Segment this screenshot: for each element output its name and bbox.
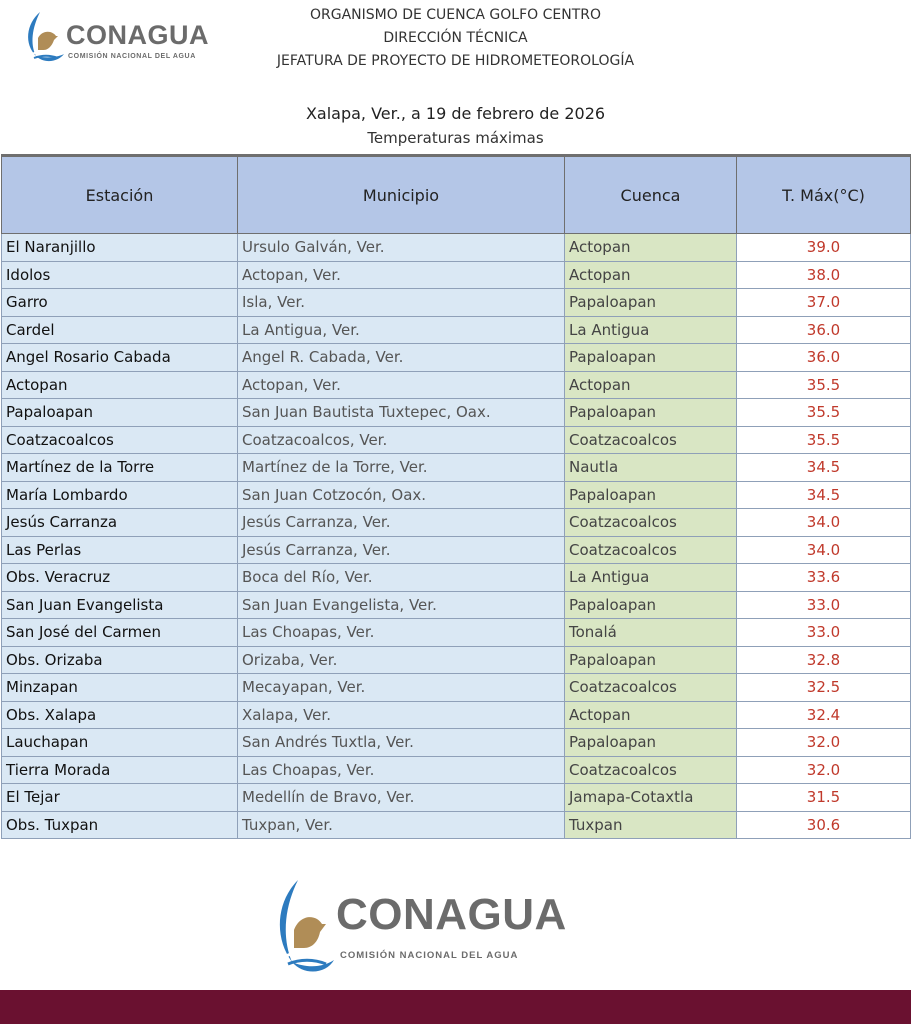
station-cell: Actopan	[2, 371, 238, 399]
municipio-cell: Boca del Río, Ver.	[238, 564, 565, 592]
tmax-cell: 31.5	[737, 784, 911, 812]
tmax-cell: 36.0	[737, 344, 911, 372]
station-cell: Angel Rosario Cabada	[2, 344, 238, 372]
table-row	[2, 564, 911, 592]
table-row	[2, 811, 911, 839]
municipio-cell: La Antigua, Ver.	[238, 316, 565, 344]
cuenca-cell: Actopan	[565, 701, 737, 729]
cuenca-cell: Coatzacoalcos	[565, 756, 737, 784]
municipio-cell: Actopan, Ver.	[238, 371, 565, 399]
station-cell: Coatzacoalcos	[2, 426, 238, 454]
cuenca-cell: Coatzacoalcos	[565, 509, 737, 537]
cuenca-cell: Nautla	[565, 454, 737, 482]
tmax-cell: 32.4	[737, 701, 911, 729]
station-cell: Obs. Xalapa	[2, 701, 238, 729]
municipio-cell: Angel R. Cabada, Ver.	[238, 344, 565, 372]
logo-brand-text: CONAGUA	[336, 890, 567, 939]
municipio-cell: Jesús Carranza, Ver.	[238, 509, 565, 537]
tmax-cell: 33.6	[737, 564, 911, 592]
municipio-cell: Xalapa, Ver.	[238, 701, 565, 729]
cuenca-cell: Coatzacoalcos	[565, 536, 737, 564]
conagua-logo-bottom	[272, 876, 572, 976]
municipio-cell: Orizaba, Ver.	[238, 646, 565, 674]
table-row	[2, 729, 911, 757]
table-row	[2, 371, 911, 399]
tmax-cell: 34.0	[737, 536, 911, 564]
station-cell: Las Perlas	[2, 536, 238, 564]
municipio-cell: San Juan Evangelista, Ver.	[238, 591, 565, 619]
document-header	[0, 4, 911, 73]
logo-subtitle-text: COMISIÓN NACIONAL DEL AGUA	[68, 53, 196, 60]
municipio-cell: Mecayapan, Ver.	[238, 674, 565, 702]
conagua-emblem-icon	[272, 876, 336, 976]
table-row	[2, 756, 911, 784]
station-cell: Papaloapan	[2, 399, 238, 427]
table-row	[2, 536, 911, 564]
table-row	[2, 344, 911, 372]
tmax-cell: 32.8	[737, 646, 911, 674]
cuenca-cell: Tuxpan	[565, 811, 737, 839]
header-line-organismo: ORGANISMO DE CUENCA GOLFO CENTRO	[309, 7, 601, 23]
table-body	[2, 234, 911, 839]
tmax-cell: 33.0	[737, 591, 911, 619]
tmax-cell: 35.5	[737, 426, 911, 454]
station-cell: Cardel	[2, 316, 238, 344]
tmax-cell: 30.6	[737, 811, 911, 839]
cuenca-cell: Tonalá	[565, 619, 737, 647]
cuenca-cell: Coatzacoalcos	[565, 426, 737, 454]
cuenca-cell: Papaloapan	[565, 646, 737, 674]
logo-brand-text: CONAGUA	[66, 20, 209, 50]
municipio-cell: San Juan Cotzocón, Oax.	[238, 481, 565, 509]
station-cell: El Tejar	[2, 784, 238, 812]
cuenca-cell: Jamapa-Cotaxtla	[565, 784, 737, 812]
table-row	[2, 289, 911, 317]
table-row	[2, 701, 911, 729]
station-cell: Obs. Tuxpan	[2, 811, 238, 839]
tmax-cell: 39.0	[737, 234, 911, 262]
table-row	[2, 316, 911, 344]
tmax-cell: 32.5	[737, 674, 911, 702]
cuenca-cell: La Antigua	[565, 316, 737, 344]
cuenca-cell: Papaloapan	[565, 344, 737, 372]
temperature-table	[1, 154, 911, 839]
tmax-cell: 35.5	[737, 371, 911, 399]
cuenca-cell: Papaloapan	[565, 399, 737, 427]
municipio-cell: Actopan, Ver.	[238, 261, 565, 289]
station-cell: San José del Carmen	[2, 619, 238, 647]
municipio-cell: Isla, Ver.	[238, 289, 565, 317]
cuenca-cell: La Antigua	[565, 564, 737, 592]
municipio-cell: Tuxpan, Ver.	[238, 811, 565, 839]
table-row	[2, 399, 911, 427]
tmax-cell: 32.0	[737, 729, 911, 757]
table-row	[2, 234, 911, 262]
station-cell: Idolos	[2, 261, 238, 289]
station-cell: Obs. Veracruz	[2, 564, 238, 592]
table-row	[2, 784, 911, 812]
municipio-cell: Las Choapas, Ver.	[238, 756, 565, 784]
tmax-cell: 38.0	[737, 261, 911, 289]
logo-subtitle-text: COMISIÓN NACIONAL DEL AGUA	[340, 950, 519, 961]
cuenca-cell: Papaloapan	[565, 481, 737, 509]
station-cell: El Naranjillo	[2, 234, 238, 262]
tmax-cell: 35.5	[737, 399, 911, 427]
tmax-cell: 34.0	[737, 509, 911, 537]
header-line-jefatura: JEFATURA DE PROYECTO DE HIDROMETEOROLOGÍA	[276, 53, 635, 69]
station-cell: Minzapan	[2, 674, 238, 702]
municipio-cell: Medellín de Bravo, Ver.	[238, 784, 565, 812]
station-cell: Martínez de la Torre	[2, 454, 238, 482]
table-row	[2, 261, 911, 289]
report-subtitle: Temperaturas máximas	[367, 129, 544, 147]
municipio-cell: Las Choapas, Ver.	[238, 619, 565, 647]
table-row	[2, 481, 911, 509]
tmax-cell: 34.5	[737, 481, 911, 509]
municipio-cell: San Andrés Tuxtla, Ver.	[238, 729, 565, 757]
station-cell: Lauchapan	[2, 729, 238, 757]
column-header-estacion: Estación	[2, 156, 238, 234]
column-header-municipio: Municipio	[238, 156, 565, 234]
municipio-cell: San Juan Bautista Tuxtepec, Oax.	[238, 399, 565, 427]
column-header-cuenca: Cuenca	[565, 156, 737, 234]
cuenca-cell: Actopan	[565, 261, 737, 289]
report-date: Xalapa, Ver., a 19 de febrero de 2026	[305, 104, 606, 123]
station-cell: Jesús Carranza	[2, 509, 238, 537]
tmax-cell: 33.0	[737, 619, 911, 647]
table-row	[2, 619, 911, 647]
cuenca-cell: Papaloapan	[565, 729, 737, 757]
cuenca-cell: Papaloapan	[565, 591, 737, 619]
table-row	[2, 509, 911, 537]
tmax-cell: 36.0	[737, 316, 911, 344]
table-row	[2, 591, 911, 619]
footer-bar	[0, 990, 911, 1024]
table-row	[2, 674, 911, 702]
municipio-cell: Jesús Carranza, Ver.	[238, 536, 565, 564]
table-row	[2, 426, 911, 454]
cuenca-cell: Actopan	[565, 234, 737, 262]
cuenca-cell: Papaloapan	[565, 289, 737, 317]
tmax-cell: 37.0	[737, 289, 911, 317]
municipio-cell: Coatzacoalcos, Ver.	[238, 426, 565, 454]
municipio-cell: Ursulo Galván, Ver.	[238, 234, 565, 262]
station-cell: San Juan Evangelista	[2, 591, 238, 619]
tmax-cell: 32.0	[737, 756, 911, 784]
station-cell: Obs. Orizaba	[2, 646, 238, 674]
table-row	[2, 454, 911, 482]
station-cell: Tierra Morada	[2, 756, 238, 784]
station-cell: Garro	[2, 289, 238, 317]
header-line-direccion: DIRECCIÓN TÉCNICA	[383, 30, 528, 46]
cuenca-cell: Coatzacoalcos	[565, 674, 737, 702]
table-header-row	[2, 156, 911, 234]
tmax-cell: 34.5	[737, 454, 911, 482]
municipio-cell: Martínez de la Torre, Ver.	[238, 454, 565, 482]
cuenca-cell: Actopan	[565, 371, 737, 399]
column-header-tmax: T. Máx(°C)	[737, 156, 911, 234]
station-cell: María Lombardo	[2, 481, 238, 509]
table-row	[2, 646, 911, 674]
